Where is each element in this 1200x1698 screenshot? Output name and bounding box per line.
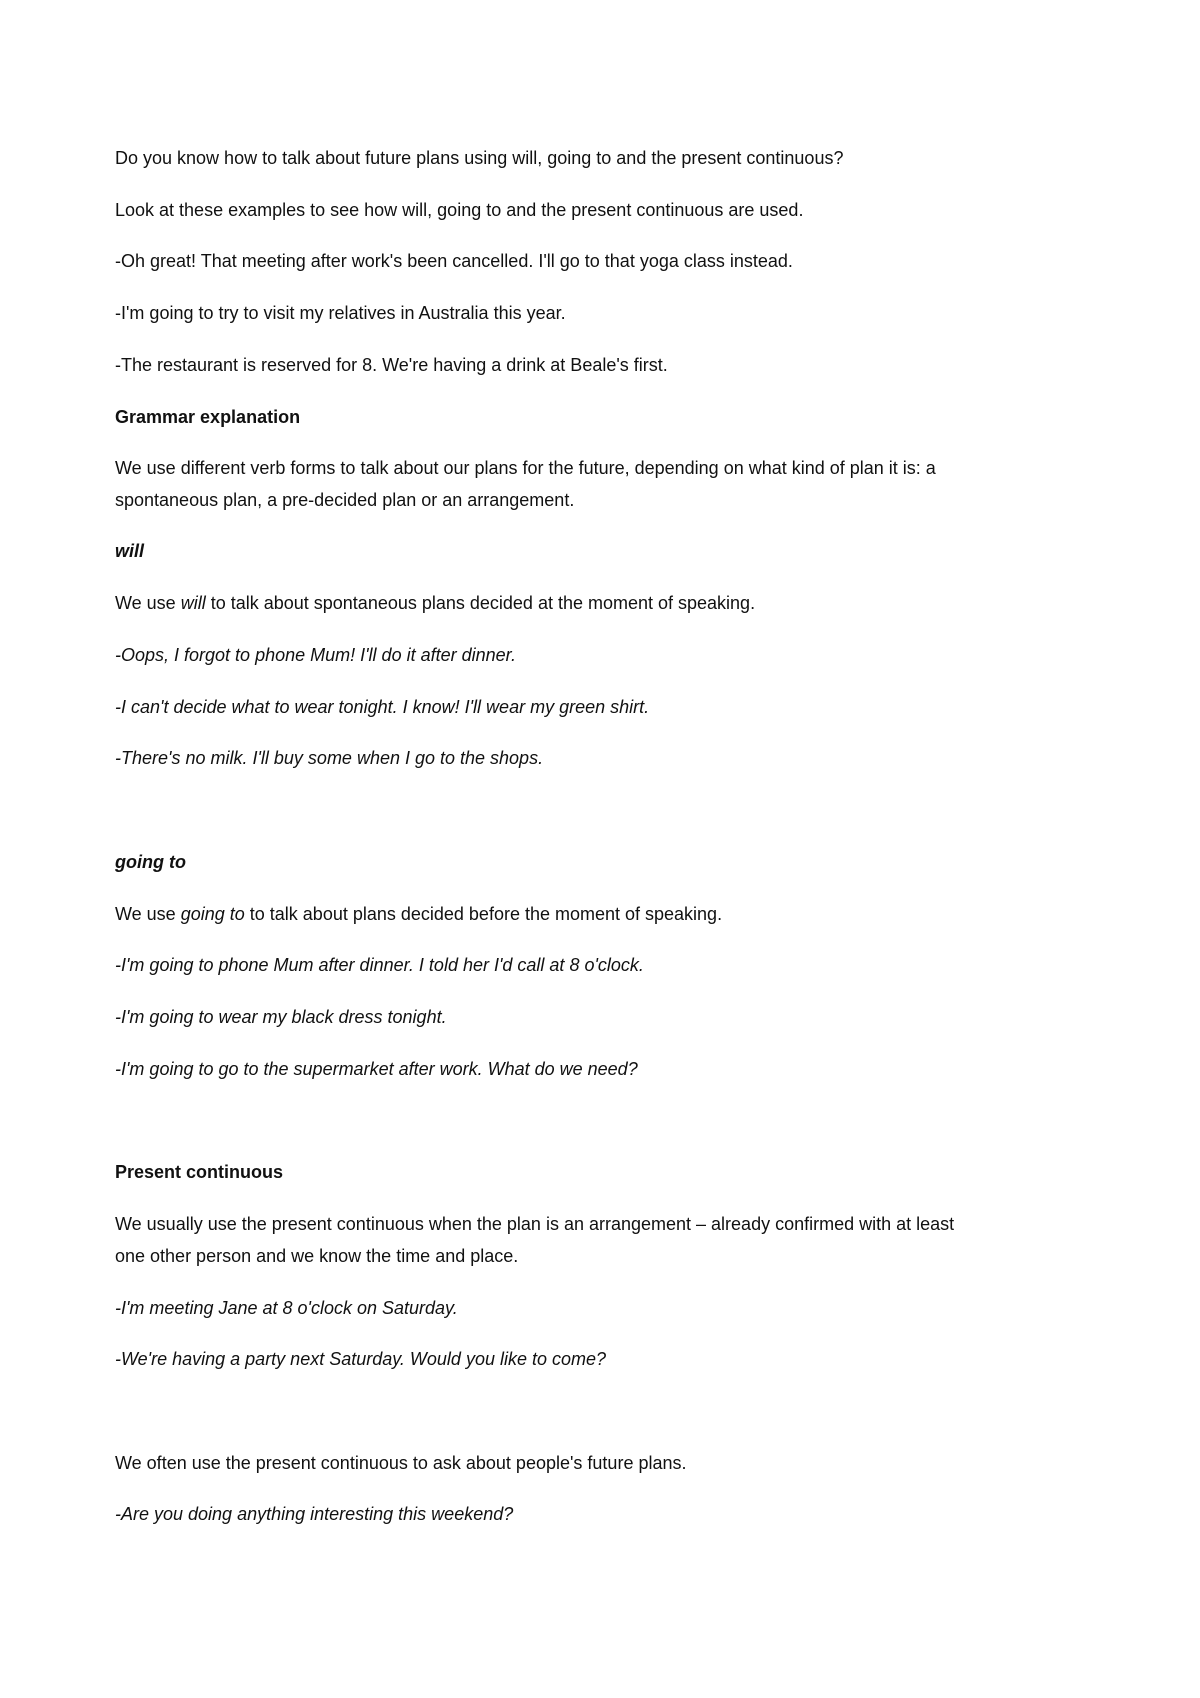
will-example: -There's no milk. I'll buy some when I go to the shops.	[115, 748, 544, 768]
intro-look: Look at these examples to see how will, going to and the present continuous are used.	[115, 200, 804, 220]
going-to-rule-pre: We use	[115, 904, 181, 924]
intro-question: Do you know how to talk about future plans using will, going to and the present continuous?	[115, 148, 844, 168]
intro-example: -I'm going to try to visit my relatives in Australia this year.	[115, 303, 566, 323]
present-continuous-example: -We're having a party next Saturday. Would you like to come?	[115, 1349, 607, 1369]
will-heading: will	[115, 541, 145, 561]
will-example: -I can't decide what to wear tonight. I know! I'll wear my green shirt.	[115, 697, 650, 717]
will-example: -Oops, I forgot to phone Mum! I'll do it after dinner.	[115, 645, 516, 665]
intro-example: -The restaurant is reserved for 8. We're having a drink at Beale's first.	[115, 355, 668, 375]
going-to-rule-term: going to	[180, 904, 245, 924]
going-to-rule	[115, 898, 1095, 930]
will-rule	[115, 587, 1095, 619]
will-rule-term: will	[180, 593, 206, 613]
going-to-example: -I'm going to wear my black dress tonight.	[115, 1007, 447, 1027]
present-continuous-body-line: We usually use the present continuous when the plan is an arrangement – already confirmed with at least	[115, 1214, 955, 1234]
ask-rule: We often use the present continuous to ask about people's future plans.	[115, 1453, 687, 1473]
will-rule-pre: We use	[115, 593, 181, 613]
grammar-body-line: spontaneous plan, a pre-decided plan or an arrangement.	[115, 490, 575, 510]
going-to-heading: going to	[115, 852, 186, 872]
grammar-body-line: We use different verb forms to talk about our plans for the future, depending on what kind of plan it is: a	[115, 458, 936, 478]
going-to-rule-post: to talk about plans decided before the moment of speaking.	[244, 904, 723, 924]
present-continuous-example: -I'm meeting Jane at 8 o'clock on Saturday.	[115, 1298, 458, 1318]
intro-example: -Oh great! That meeting after work's been cancelled. I'll go to that yoga class instead.	[115, 251, 793, 271]
ask-example: -Are you doing anything interesting this weekend?	[115, 1504, 514, 1524]
going-to-example: -I'm going to phone Mum after dinner. I told her I'd call at 8 o'clock.	[115, 955, 644, 975]
going-to-example: -I'm going to go to the supermarket after work. What do we need?	[115, 1059, 638, 1079]
will-rule-post: to talk about spontaneous plans decided at the moment of speaking.	[205, 593, 756, 613]
present-continuous-heading: Present continuous	[115, 1162, 284, 1182]
present-continuous-body-line: one other person and we know the time and place.	[115, 1246, 519, 1266]
grammar-heading: Grammar explanation	[115, 407, 301, 427]
